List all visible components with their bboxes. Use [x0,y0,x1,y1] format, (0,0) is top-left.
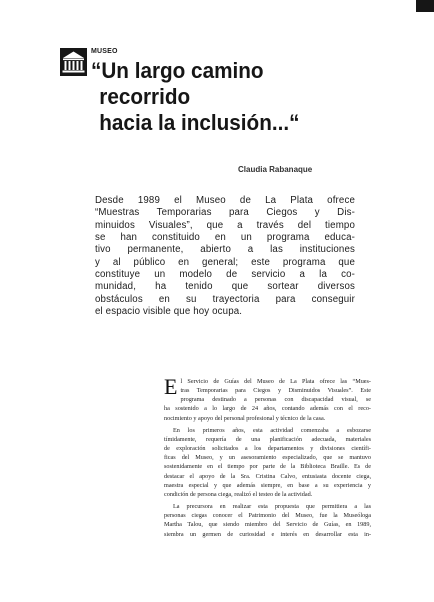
body-line: La precursora en realizar esta propuesta que permitiera a las [173,503,371,511]
body-line: l Servicio de Guías del Museo de La Plata ofrece las “Mues- [180,378,371,385]
body-line: En los primeros años, esta actividad comenzaba a esbozarse [173,426,371,434]
page-corner-tab [416,0,434,12]
article-title [91,58,349,136]
body-paragraph [164,502,371,539]
body-paragraph [164,426,371,499]
title-line: hacia la inclusión...“ [99,110,300,135]
body-line: tímidamente, requería de una planificación adecuada, materiales [164,435,371,443]
body-line: programa destinado a personas con discapacidad visual, se [180,396,371,404]
intro-line: munidad, ha tenido que sortear diversos [95,281,355,293]
body-line: tras Temporarias para Ciegos y Disminuidos Visuales”. Este [180,387,371,395]
museum-building-icon [60,48,87,76]
intro-line: el espacio visible que hoy ocupa. [95,306,243,318]
body-line: Martha Talou, que siendo miembro del Servicio de Guías, en 1989, [164,521,371,529]
author-name: Claudia Rabanaque [238,165,313,174]
title-line: “Un largo camino [91,58,264,83]
article-body [164,374,371,539]
intro-line: obstáculos en su trayectoria para conseguir [95,293,355,305]
drop-cap: E [164,374,178,399]
intro-line: constituye un modelo de servicio a la co- [95,269,355,281]
body-line: sostenidamente en el tiempo por parte de la Biblioteca Braille. Es de [164,463,371,471]
body-line: ha sostenido a lo largo de 24 años, contando además con el reco- [164,405,371,413]
intro-line: Desde 1989 el Museo de La Plata ofrece [95,195,355,206]
body-line: nocimiento y apoyo del personal profesional y técnico de la casa. [164,414,326,422]
body-line: siembra un germen de curiosidad e interés en desarrollar esta in- [164,530,371,538]
intro-line: tivo permanente, abierto a las instituciones [95,244,355,256]
title-line: recorrido [99,84,191,109]
intro-paragraph [95,195,355,318]
body-line: ficas del Museo, y un asesoramiento especializado, que se mantuvo [164,454,371,462]
body-paragraph [164,374,371,423]
body-line: personas ciegas conocer el Patrimonio del Museo, fue la Museóloga [164,512,371,520]
intro-line: y al público en general; este programa que [95,256,355,268]
body-line: condición de persona ciega, realizó el testeo de la actividad. [164,490,313,498]
body-line: maestra especial y que además siempre, en base a su experiencia y [164,481,371,489]
body-line: de exploración solicitados a los departamentos y divisiones científi- [164,445,371,453]
intro-line: minuidos Visuales”, que a través del tiempo [95,219,355,231]
intro-line: “Muestras Temporarias para Ciegos y Dis- [95,207,355,219]
section-label: MUSEO [91,48,118,55]
body-line: destacar el apoyo de la Sra. Cristina Calvo, entusiasta docente ciega, [164,472,371,480]
intro-line: se han constituido en un programa educa- [95,232,355,244]
